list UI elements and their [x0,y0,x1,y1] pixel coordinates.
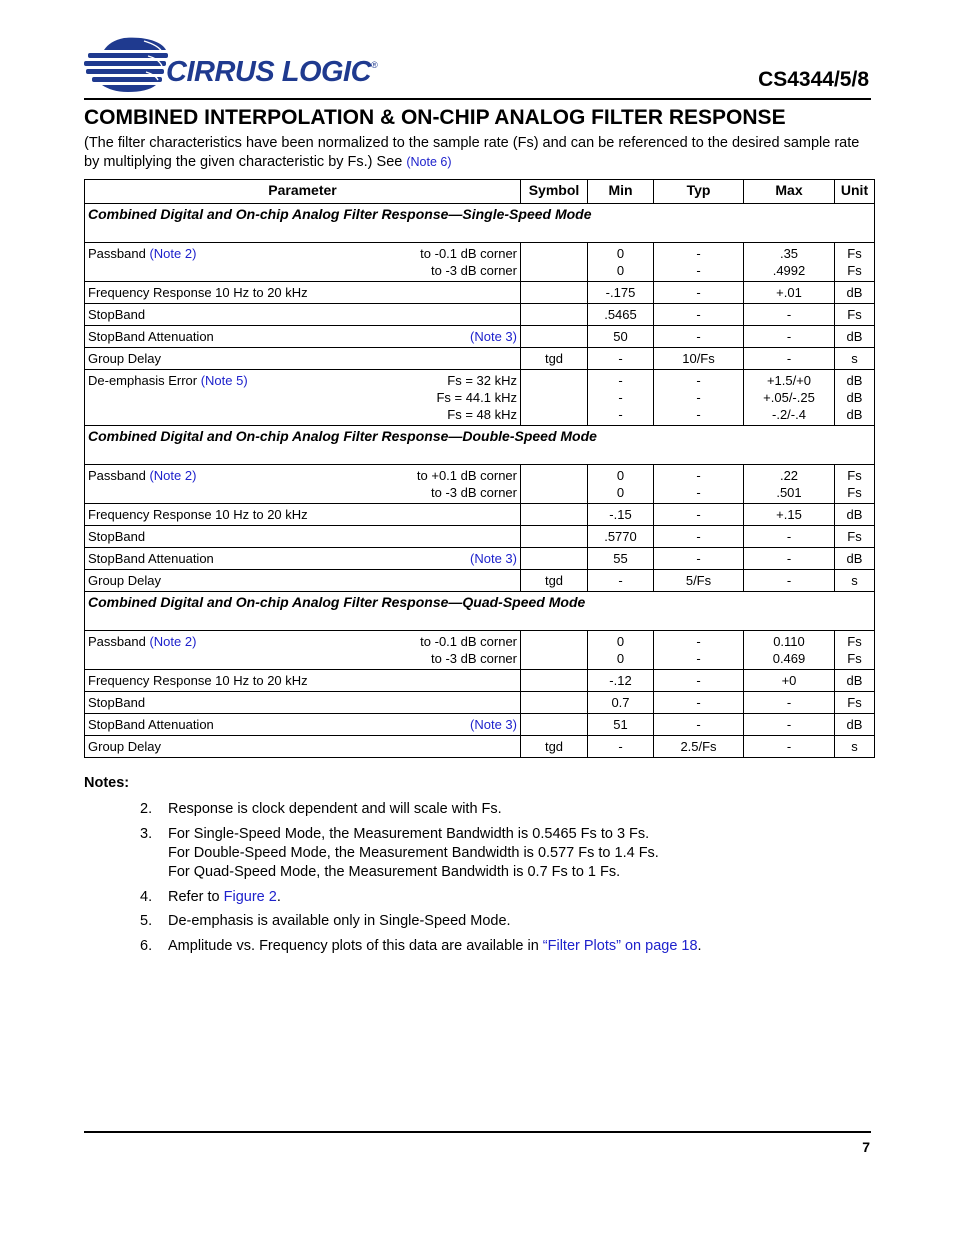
note-text-body: Amplitude vs. Frequency plots of this data are available in [168,938,539,954]
max-cell: - [744,692,835,714]
section-title-cell: Combined Digital and On-chip Analog Filter Response—Single-Speed Mode [85,204,875,243]
parameter-wrap [88,633,517,667]
parameter-name [88,672,308,689]
note-text-body: Response is clock dependent and will scale with Fs. [168,801,502,817]
unit-cell: dB [835,670,875,692]
note-item [140,937,702,956]
parameter-wrap [88,672,517,689]
parameter-name [88,350,161,367]
parameter-label: StopBand Attenuation [88,551,214,566]
parameter-label: Group Delay [88,739,161,754]
unit-cell: s [835,736,875,758]
note-link[interactable]: (Note 5) [200,373,248,388]
unit-cell: dB [835,548,875,570]
col-header-unit: Unit [835,180,875,204]
parameter-label: StopBand [88,307,146,322]
min-cell: -.175 [588,282,654,304]
note-item [140,912,511,931]
max-cell: 0.110 0.469 [744,631,835,670]
table-row [85,736,875,758]
note-number: 3. [140,826,153,842]
min-cell: - [588,348,654,370]
parameter-wrap [88,572,517,589]
section-title: COMBINED INTERPOLATION & ON-CHIP ANALOG FILTER RESPONSE [84,106,786,129]
symbol-cell [521,714,588,736]
note-6-link[interactable]: (Note 6) [406,155,452,169]
table-row [85,465,875,504]
min-cell: 0 0 [588,631,654,670]
min-cell: 55 [588,548,654,570]
min-cell: 0 0 [588,243,654,282]
table-row [85,504,875,526]
unit-cell: s [835,348,875,370]
section-title-cell: Combined Digital and On-chip Analog Filter Response—Quad-Speed Mode [85,592,875,631]
symbol-cell [521,631,588,670]
note-text [168,800,502,819]
col-header-max: Max [744,180,835,204]
table-header-row [85,180,875,204]
parameter-wrap [88,716,517,733]
typ-cell: - - - [654,370,744,426]
symbol-cell [521,370,588,426]
parameter-wrap [88,694,517,711]
note-number: 6. [140,938,153,954]
max-cell: - [744,570,835,592]
table-row [85,348,875,370]
part-number: CS4344/5/8 [758,68,869,91]
parameter-label: De-emphasis Error [88,373,198,388]
section-title-cell: Combined Digital and On-chip Analog Filter Response—Double-Speed Mode [85,426,875,465]
min-cell: 0.7 [588,692,654,714]
unit-cell: dB [835,326,875,348]
note-text-after: . [697,938,702,954]
parameter-name [88,328,214,345]
logo-wordmark: CIRRUS LOGIC® [166,56,378,88]
symbol-cell [521,526,588,548]
symbol-cell [521,504,588,526]
condition-text: to +0.1 dB corner to -3 dB corner [416,468,517,500]
note-text [168,937,702,956]
note-link[interactable]: (Note 3) [470,329,517,344]
symbol-cell: tgd [521,570,588,592]
note-item [140,800,502,819]
parameter-wrap [88,738,517,755]
typ-cell: - - [654,243,744,282]
min-cell: .5465 [588,304,654,326]
symbol-cell [521,465,588,504]
parameter-name [88,528,145,545]
max-cell: - [744,548,835,570]
min-cell: - - - [588,370,654,426]
min-cell: -.15 [588,504,654,526]
symbol-cell [521,548,588,570]
parameter-label: Group Delay [88,573,161,588]
parameter-wrap [88,245,517,279]
parameter-name [88,738,161,755]
max-cell: - [744,304,835,326]
parameter-name [88,284,308,301]
parameter-wrap [88,467,517,501]
parameter-wrap [88,506,517,523]
max-cell: +0 [744,670,835,692]
min-cell: -.12 [588,670,654,692]
parameter-label: Passband [88,246,146,261]
parameter-name [88,245,196,279]
min-cell: 51 [588,714,654,736]
parameter-name [88,467,196,501]
table-row [85,631,875,670]
min-cell: - [588,570,654,592]
parameter-label: Frequency Response 10 Hz to 20 kHz [88,673,308,688]
symbol-cell [521,670,588,692]
note-link[interactable]: (Note 2) [149,468,197,483]
max-cell: - [744,714,835,736]
symbol-cell [521,243,588,282]
parameter-label: Group Delay [88,351,161,366]
parameter-label: Passband [88,468,146,483]
condition-text: Fs = 32 kHz Fs = 44.1 kHz Fs = 48 kHz [436,373,517,422]
parameter-label: StopBand Attenuation [88,329,214,344]
typ-cell: - [654,304,744,326]
col-header-typ: Typ [654,180,744,204]
typ-cell: - [654,548,744,570]
section-intro: (The filter characteristics have been normalized to the sample rate (Fs) and can be referenced to the desired sample rate by multiplying the given characteristic by Fs.) See (Note 6) [84,135,860,170]
parameter-cell [85,714,521,736]
typ-cell: 2.5/Fs [654,736,744,758]
section-header-row [85,426,875,465]
col-header-min: Min [588,180,654,204]
max-cell: .35 .4992 [744,243,835,282]
parameter-name [88,572,161,589]
note-item [140,825,659,882]
table-row [85,282,875,304]
condition-text: to -0.1 dB corner to -3 dB corner [420,634,517,666]
unit-cell: dB [835,504,875,526]
unit-cell: dB [835,714,875,736]
note-link[interactable]: (Note 2) [149,634,197,649]
note-text-body: Refer to [168,889,220,905]
typ-cell: - - [654,631,744,670]
table-row [85,526,875,548]
parameter-cell [85,631,521,670]
note-link[interactable]: (Note 3) [470,551,517,566]
min-cell: - [588,736,654,758]
parameter-name [88,633,196,667]
parameter-name [88,372,248,423]
parameter-cell [85,504,521,526]
parameter-cell [85,282,521,304]
parameter-name [88,306,145,323]
min-cell: .5770 [588,526,654,548]
note-text-after: . [276,889,281,905]
parameter-wrap [88,550,517,567]
header-rule [84,98,871,100]
parameter-name [88,550,214,567]
parameter-wrap [88,372,517,423]
note-text [168,912,511,931]
typ-cell: - [654,670,744,692]
table-row [85,570,875,592]
note-item [140,888,281,907]
parameter-label: StopBand [88,529,146,544]
table-row [85,714,875,736]
parameter-wrap [88,306,517,323]
typ-cell: - [654,714,744,736]
parameter-label: Frequency Response 10 Hz to 20 kHz [88,285,308,300]
max-cell: - [744,526,835,548]
unit-cell: dB [835,282,875,304]
typ-cell: - [654,504,744,526]
unit-cell: Fs Fs [835,631,875,670]
unit-cell: Fs [835,526,875,548]
notes-heading: Notes: [84,775,130,791]
unit-cell: Fs [835,304,875,326]
note-link[interactable]: (Note 3) [470,717,517,732]
parameter-name [88,506,308,523]
parameter-cell [85,326,521,348]
note-number: 5. [140,913,153,929]
max-cell: - [744,736,835,758]
section-header-row [85,592,875,631]
max-cell: .22 .501 [744,465,835,504]
page-number: 7 [862,1139,870,1155]
note-number: 2. [140,801,153,817]
col-header-symbol: Symbol [521,180,588,204]
symbol-cell [521,326,588,348]
symbol-cell [521,692,588,714]
parameter-wrap [88,350,517,367]
note-number: 4. [140,889,153,905]
unit-cell: Fs [835,692,875,714]
parameter-name [88,716,214,733]
footer-rule [84,1131,871,1133]
symbol-cell: tgd [521,736,588,758]
section-header-row [85,204,875,243]
typ-cell: - [654,692,744,714]
filter-response-table [84,179,875,758]
parameter-name [88,694,145,711]
min-cell: 0 0 [588,465,654,504]
symbol-cell [521,282,588,304]
parameter-cell [85,348,521,370]
max-cell: +.01 [744,282,835,304]
note-text-body: De-emphasis is available only in Single-Speed Mode. [168,913,511,929]
parameter-cell [85,548,521,570]
unit-cell: dB dB dB [835,370,875,426]
typ-cell: - [654,282,744,304]
parameter-wrap [88,284,517,301]
typ-cell: 5/Fs [654,570,744,592]
max-cell: +1.5/+0 +.05/-.25 -.2/-.4 [744,370,835,426]
unit-cell: Fs Fs [835,243,875,282]
parameter-cell [85,570,521,592]
parameter-label: Frequency Response 10 Hz to 20 kHz [88,507,308,522]
min-cell: 50 [588,326,654,348]
table-row [85,370,875,426]
typ-cell: - [654,326,744,348]
table-row [85,326,875,348]
note-reference-link[interactable]: Figure 2 [223,889,277,905]
parameter-cell [85,370,521,426]
note-text [168,825,659,882]
table-row [85,692,875,714]
col-header-parameter: Parameter [85,180,521,204]
note-reference-link[interactable]: “Filter Plots” on page 18 [542,938,698,954]
table-row [85,670,875,692]
parameter-cell [85,465,521,504]
max-cell: +.15 [744,504,835,526]
parameter-cell [85,736,521,758]
unit-cell: Fs Fs [835,465,875,504]
condition-text: to -0.1 dB corner to -3 dB corner [420,246,517,278]
max-cell: - [744,348,835,370]
parameter-cell [85,526,521,548]
parameter-cell [85,243,521,282]
parameter-label: StopBand [88,695,146,710]
note-text-body: For Single-Speed Mode, the Measurement Bandwidth is 0.5465 Fs to 3 Fs. For Double-Speed Mode, the Measurement Bandwidth is 0.577 Fs to 1.4 Fs. For Quad-Speed Mode, the Measurement Bandwidth is 0.7 Fs to 1 Fs. [168,826,659,880]
parameter-cell [85,304,521,326]
table-row [85,548,875,570]
symbol-cell [521,304,588,326]
parameter-wrap [88,528,517,545]
max-cell: - [744,326,835,348]
note-text [168,888,281,907]
table-row [85,243,875,282]
parameter-cell [85,692,521,714]
typ-cell: - - [654,465,744,504]
unit-cell: s [835,570,875,592]
parameter-wrap [88,328,517,345]
table-row [85,304,875,326]
typ-cell: 10/Fs [654,348,744,370]
parameter-label: Passband [88,634,146,649]
parameter-cell [85,670,521,692]
typ-cell: - [654,526,744,548]
note-link[interactable]: (Note 2) [149,246,197,261]
symbol-cell: tgd [521,348,588,370]
parameter-label: StopBand Attenuation [88,717,214,732]
